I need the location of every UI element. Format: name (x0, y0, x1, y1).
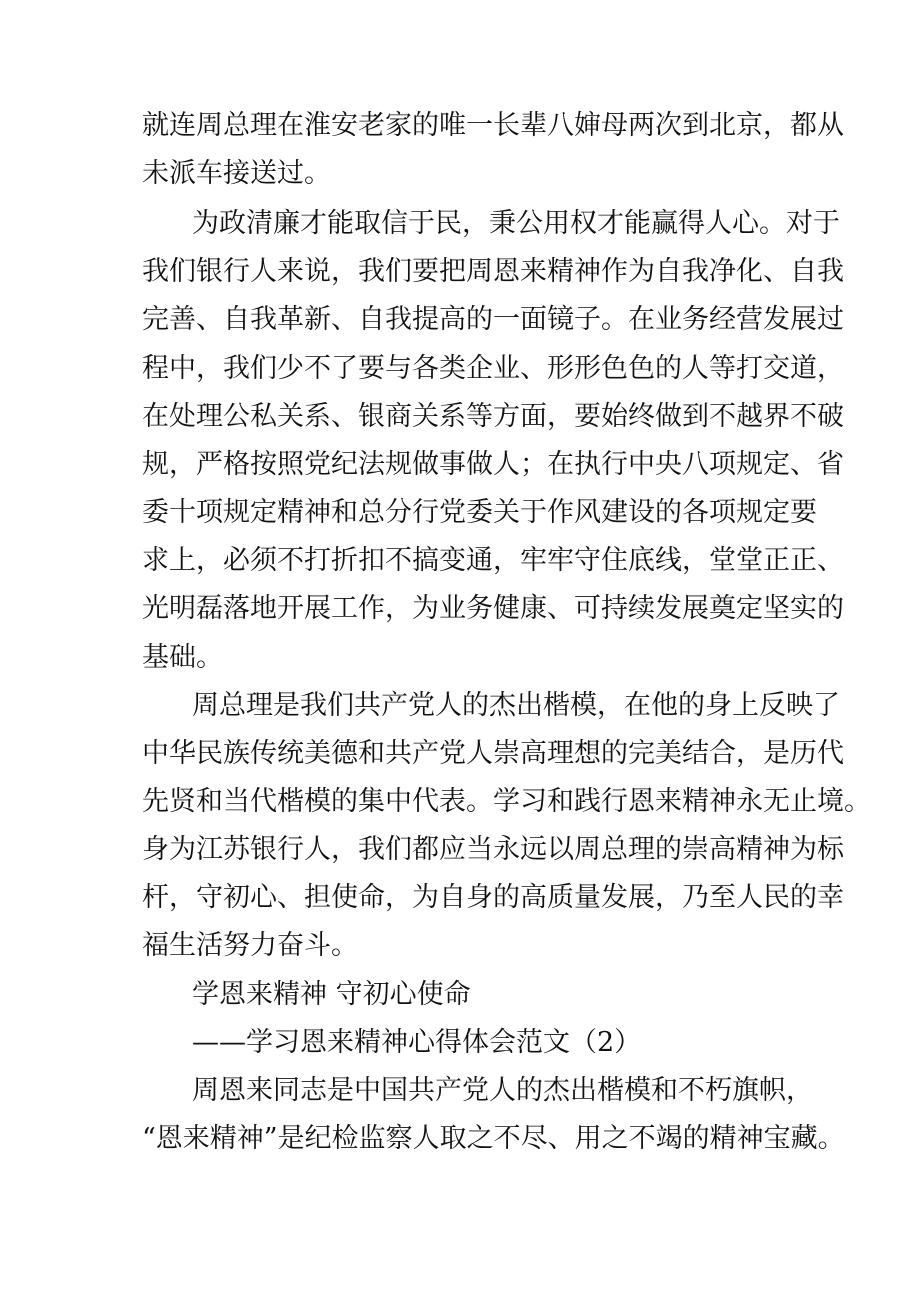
section-title: 学恩来精神 守初心使命 (192, 979, 471, 1010)
text-line: 杆，守初心、担使命，为自身的高质量发展，乃至人民的幸 (142, 882, 844, 913)
text-line: 程中，我们少不了要与各类企业、形形色色的人等打交道， (142, 353, 844, 384)
section-subtitle: ——学习恩来精神心得体会范文（2） (192, 1027, 642, 1058)
paragraph-first-line: 周恩来同志是中国共产党人的杰出楷模和不朽旗帜， (192, 1075, 813, 1106)
text-line: 身为江苏银行人，我们都应当永远以周总理的崇高精神为标 (142, 834, 844, 865)
text-line: 就连周总理在淮安老家的唯一长辈八婶母两次到北京，都从 (142, 110, 844, 141)
text-line: 规，严格按照党纪法规做事做人；在执行中央八项规定、省 (142, 449, 844, 480)
text-line: 求上，必须不打折扣不搞变通，牢牢守住底线，堂堂正正、 (142, 545, 844, 576)
text-line: 福生活努力奋斗。 (142, 930, 358, 961)
text-line: 基础。 (142, 642, 223, 673)
text-line: 委十项规定精神和总分行党委关于作风建设的各项规定要 (142, 497, 817, 528)
text-line: 未派车接送过。 (142, 158, 331, 189)
paragraph-first-line: 周总理是我们共产党人的杰出楷模，在他的身上反映了 (192, 690, 840, 721)
text-line: 中华民族传统美德和共产党人崇高理想的完美结合，是历代 (142, 738, 844, 769)
text-line: “恩来精神”是纪检监察人取之不尽、用之不竭的精神宝藏。 (142, 1123, 845, 1154)
text-line: 在处理公私关系、银商关系等方面，要始终做到不越界不破 (142, 401, 844, 432)
text-line: 先贤和当代楷模的集中代表。学习和践行恩来精神永无止境。 (142, 786, 871, 817)
text-line: 光明磊落地开展工作，为业务健康、可持续发展奠定坚实的 (142, 593, 844, 624)
text-line: 我们银行人来说，我们要把周恩来精神作为自我净化、自我 (142, 256, 844, 287)
text-line: 完善、自我革新、自我提高的一面镜子。在业务经营发展过 (142, 304, 844, 335)
paragraph-first-line: 为政清廉才能取信于民，秉公用权才能赢得人心。对于 (192, 208, 840, 239)
